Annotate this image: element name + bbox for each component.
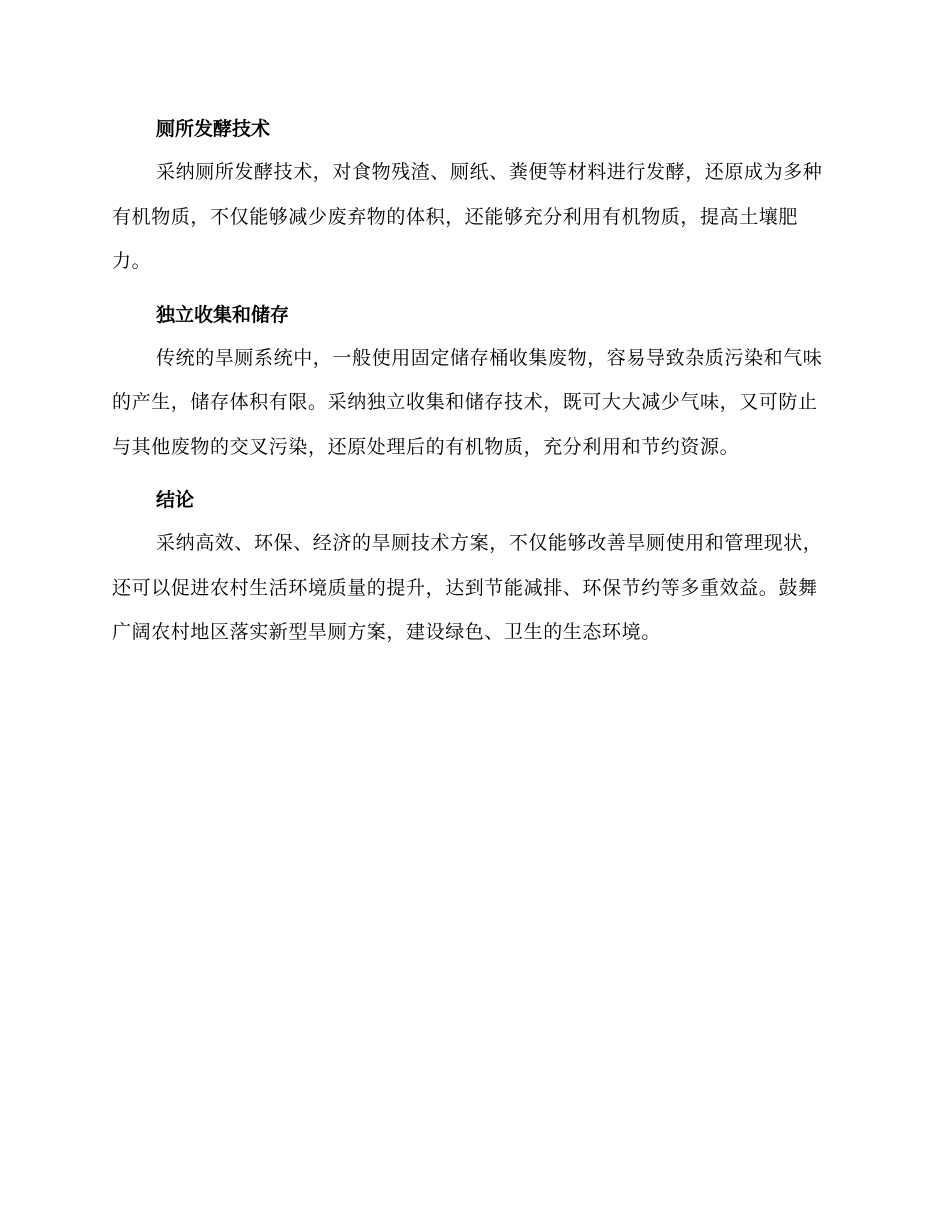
section-body-collection-storage: 传统的旱厕系统中，一般使用固定储存桶收集废物，容易导致杂质污染和气味的产生，储存体积有限。采纳独立收集和储存技术，既可大大减少气味，又可防止与其他废物的交叉污染，还原处理后的有机物质，充分利用和节约资源。 (112, 346, 823, 458)
spacer (112, 469, 832, 481)
section-body-conclusion: 采纳高效、环保、经济的旱厕技术方案，不仅能够改善旱厕使用和管理现状，还可以促进农村生活环境质量的提升，达到节能减排、环保节约等多重效益。鼓舞广阔农村地区落实新型旱厕方案，建设绿色、卫生的生态环境。 (112, 532, 823, 643)
spacer (112, 284, 832, 296)
section-heading-collection-storage: 独立收集和储存 (156, 303, 290, 326)
document-content (112, 110, 832, 655)
section-body-fermentation: 采纳厕所发酵技术，对食物残渣、厕纸、粪便等材料进行发酵，还原成为多种有机物质，不仅能够减少废弃物的体积，还能够充分利用有机物质，提高土壤肥力。 (112, 161, 823, 272)
section-heading-fermentation: 厕所发酵技术 (156, 118, 271, 140)
section-heading-conclusion: 结论 (156, 489, 195, 511)
